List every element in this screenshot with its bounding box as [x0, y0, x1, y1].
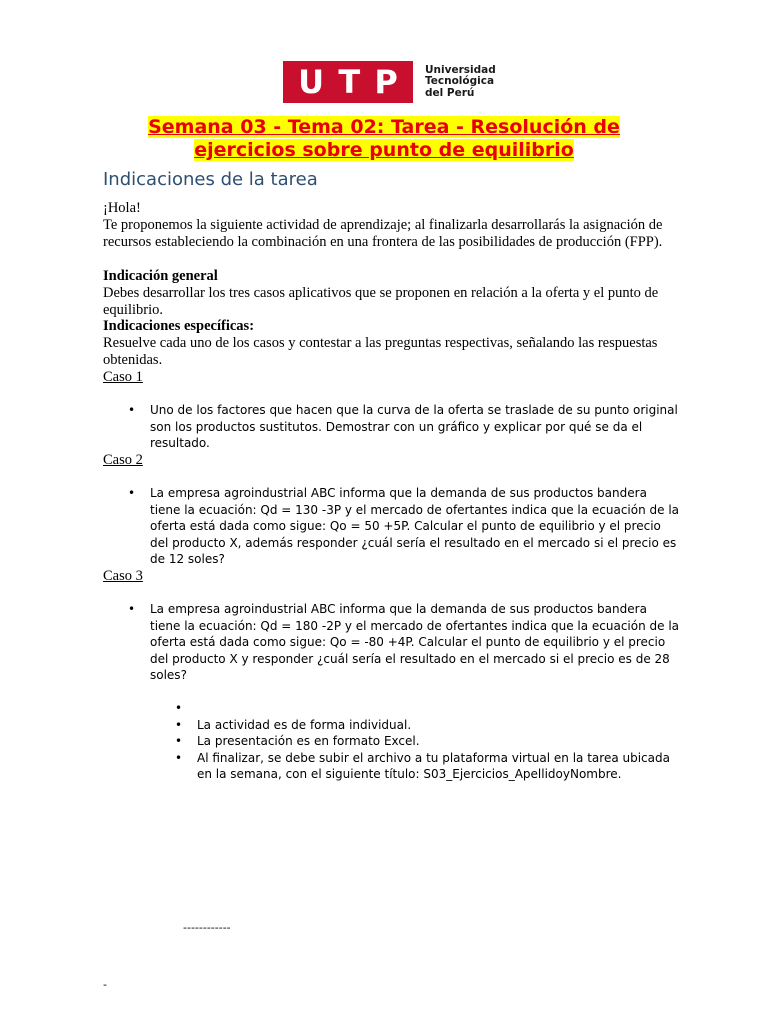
case-1-text: • Uno de los factores que hacen que la curva de la oferta se traslade de su punto original son los productos sustitutos. Demostrar con un gráfico y explicar por qué se da el resultado. [150, 402, 680, 452]
note-item-individual: • La actividad es de forma individual. [197, 717, 687, 734]
note-item-format: • La presentación es en formato Excel. [197, 733, 687, 750]
logo-letter-u: U [298, 63, 325, 101]
case-1-list [150, 402, 680, 452]
case-3-list [150, 601, 680, 684]
end-mark: - [103, 978, 107, 991]
case-2-text: • La empresa agroindustrial ABC informa que la demanda de sus productos bandera tiene la ecuación: Qd = 130 -3P y el mercado de ofertantes indica que la ecuación de la oferta está dada como sigue: Qo = 50 +5P. Calcular el punto de equilibrio y el precio del producto X, además responder ¿cuál sería el resultado en el mercado si el precio es de 12 soles? [150, 485, 680, 568]
general-text: Debes desarrollar los tres casos aplicativos que se proponen en relación a la oferta y el punto de equilibrio. [103, 285, 659, 318]
utp-logo [283, 61, 496, 103]
general-label: Indicación general [103, 268, 218, 284]
case-3-text: • La empresa agroindustrial ABC informa que la demanda de sus productos bandera tiene la ecuación: Qd = 180 -2P y el mercado de ofertantes indica que la ecuación de la oferta está dada como sigue: Qo = -80 +4P. Calcular el punto de equilibrio y el precio del producto X y responder ¿cuál sería el resultado en el mercado si el precio es de 28 soles? [150, 601, 680, 684]
case-2-list [150, 485, 680, 568]
case-1-label: Caso 1 [103, 369, 143, 385]
logo-text [425, 65, 496, 100]
title-line-1: Semana 03 - Tema 02: Tarea - Resolución de [148, 116, 620, 138]
logo-line-2: Tecnológica [425, 75, 495, 88]
intro-greeting: ¡Hola! [103, 200, 141, 216]
section-heading: Indicaciones de la tarea [103, 169, 318, 190]
specific-text: Resuelve cada uno de los casos y contestar a las preguntas respectivas, señalando las respuestas obtenidas. [103, 335, 658, 368]
logo-line-1: Universidad [425, 63, 496, 76]
case-3-label: Caso 3 [103, 568, 143, 584]
intro-text: Te proponemos la siguiente actividad de aprendizaje; al finalizarla desarrollarás la asignación de recursos estableciendo la combinación en una frontera de las posibilidades de producción (FPP). [103, 217, 663, 250]
document-title [40, 116, 728, 162]
logo-box [283, 61, 413, 103]
specific-label: Indicaciones específicas: [103, 318, 255, 334]
separator: ------------ [183, 921, 231, 934]
note-item-empty [197, 700, 687, 717]
logo-letter-t: T [338, 63, 361, 101]
logo-line-3: del Perú [425, 86, 475, 99]
case-2-label: Caso 2 [103, 452, 143, 468]
notes-list [197, 700, 687, 783]
logo-letter-p: P [374, 63, 398, 101]
note-item-upload: • Al finalizar, se debe subir el archivo a tu plataforma virtual en la tarea ubicada en la semana, con el siguiente título: S03_Ejercicios_ApellidoyNombre. [197, 750, 687, 783]
title-line-2: ejercicios sobre punto de equilibrio [194, 139, 574, 161]
